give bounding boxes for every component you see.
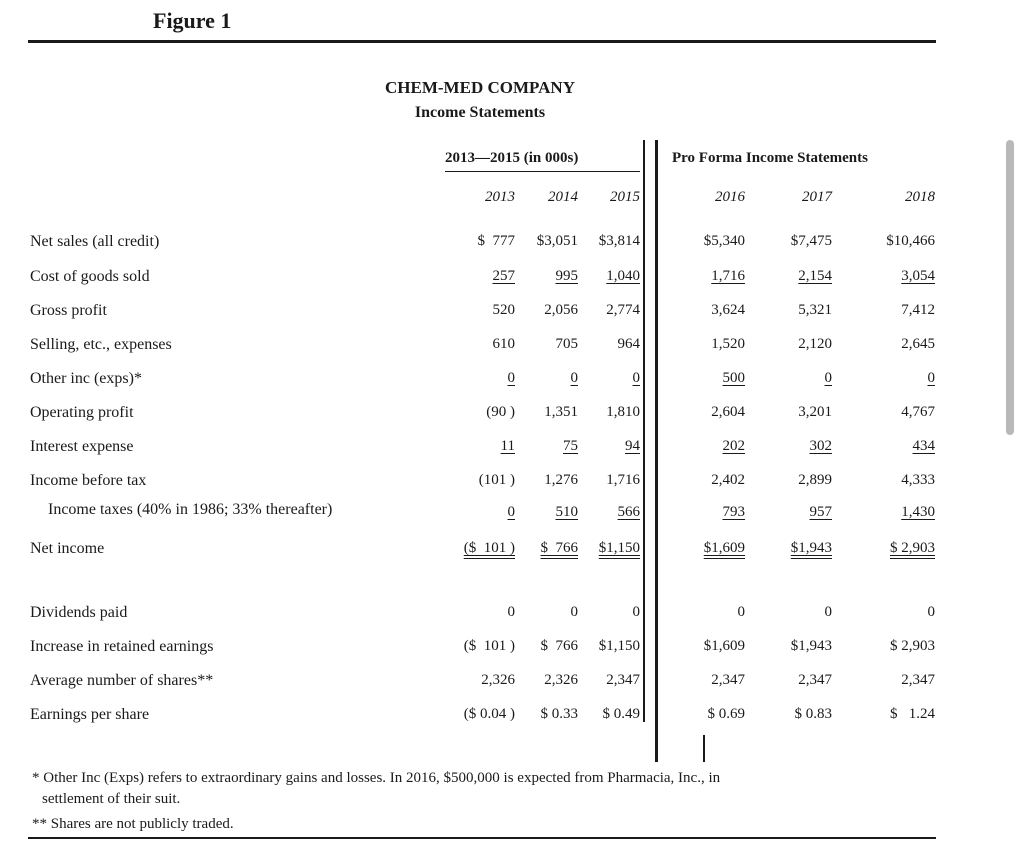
footnote-other-income-cont: settlement of their suit. — [42, 791, 181, 807]
table-cell: $ 766 — [540, 638, 578, 654]
year-header-2018: 2018 — [905, 189, 935, 205]
table-cell: 566 — [617, 504, 640, 520]
row-label: Earnings per share — [30, 706, 150, 723]
table-cell: 2,604 — [711, 404, 745, 420]
table-cell: 0 — [632, 370, 640, 386]
table-cell: 0 — [824, 604, 832, 620]
table-cell: 302 — [809, 438, 832, 454]
table-cell: 0 — [570, 370, 578, 386]
table-cell: 610 — [492, 336, 515, 352]
table-cell: 2,347 — [901, 672, 935, 688]
row-label: Net income — [30, 540, 105, 557]
table-cell: $10,466 — [886, 233, 935, 249]
table-cell: 1,716 — [711, 268, 745, 284]
table-cell: 0 — [507, 604, 515, 620]
table-cell: 3,054 — [901, 268, 935, 284]
table-cell: $1,943 — [790, 638, 832, 654]
row-label: Operating profit — [30, 404, 134, 421]
row-label: Cost of goods sold — [30, 268, 150, 285]
table-cell: (90 ) — [486, 404, 515, 420]
year-header-2017: 2017 — [802, 189, 832, 205]
table-cell: 1,810 — [606, 404, 640, 420]
table-cell: 4,767 — [901, 404, 935, 420]
table-cell: 2,056 — [544, 302, 578, 318]
statement-title: Income Statements — [414, 104, 546, 121]
table-cell: 257 — [492, 268, 515, 284]
table-cell: 1,716 — [606, 472, 640, 488]
table-cell: $ 777 — [477, 233, 515, 249]
row-label: Dividends paid — [30, 604, 128, 621]
table-cell: 434 — [912, 438, 935, 454]
table-cell: 7,412 — [901, 302, 935, 318]
historical-group-header: 2013—2015 (in 000s) — [445, 150, 579, 166]
year-header-2013: 2013 — [485, 189, 515, 205]
table-cell: $1,609 — [703, 540, 745, 556]
row-label: Income before tax — [30, 472, 147, 489]
table-cell: ($ 0.04 ) — [463, 706, 515, 722]
table-cell: 1,430 — [901, 504, 935, 520]
table-cell: 1,351 — [544, 404, 578, 420]
table-cell: $ 0.49 — [602, 706, 640, 722]
bottom-rule — [28, 837, 936, 839]
table-cell: 0 — [737, 604, 745, 620]
figure-label: Figure 1 — [153, 8, 232, 33]
row-label: Other inc (exps)* — [30, 370, 142, 387]
table-cell: $7,475 — [790, 233, 832, 249]
table-cell: $ 2,903 — [890, 540, 935, 556]
row-label: Net sales (all credit) — [30, 233, 160, 250]
table-cell: 705 — [555, 336, 578, 352]
table-cell: 4,333 — [901, 472, 935, 488]
table-cell: $1,609 — [703, 638, 745, 654]
row-label: Increase in retained earnings — [30, 638, 214, 655]
row-label: Average number of shares** — [30, 672, 214, 689]
table-cell: ($ 101 ) — [463, 540, 515, 556]
table-cell: 500 — [722, 370, 745, 386]
table-cell: 2,899 — [798, 472, 832, 488]
historical-group-rule — [445, 171, 640, 172]
table-cell: 2,120 — [798, 336, 832, 352]
table-cell: $1,943 — [790, 540, 832, 556]
table-cell: $ 0.83 — [794, 706, 832, 722]
table-cell: 957 — [809, 504, 832, 520]
table-cell: 0 — [927, 604, 935, 620]
table-cell: $1,150 — [598, 540, 640, 556]
column-divider-tick — [703, 735, 705, 762]
table-cell: 5,321 — [798, 302, 832, 318]
table-cell: 964 — [617, 336, 640, 352]
top-rule — [28, 40, 936, 43]
table-cell: 0 — [927, 370, 935, 386]
table-cell: 94 — [625, 438, 640, 454]
table-cell: 0 — [824, 370, 832, 386]
table-cell: 2,326 — [481, 672, 515, 688]
table-cell: $ 0.69 — [707, 706, 745, 722]
table-cell: 1,520 — [711, 336, 745, 352]
table-cell: 0 — [507, 370, 515, 386]
company-name: CHEM-MED COMPANY — [385, 78, 575, 97]
year-header-2016: 2016 — [715, 189, 745, 205]
table-cell: 1,040 — [606, 268, 640, 284]
table-cell: 995 — [555, 268, 578, 284]
table-cell: 2,774 — [606, 302, 640, 318]
year-header-2015: 2015 — [610, 189, 640, 205]
footnote-shares: ** Shares are not publicly traded. — [32, 816, 234, 832]
table-cell: ($ 101 ) — [463, 638, 515, 654]
row-label: Interest expense — [30, 438, 134, 455]
table-cell: 3,201 — [798, 404, 832, 420]
table-cell: 2,347 — [606, 672, 640, 688]
table-cell: 0 — [507, 504, 515, 520]
table-cell: 2,154 — [798, 268, 832, 284]
table-cell: 2,347 — [798, 672, 832, 688]
row-label: Income taxes (40% in 1986; 33% thereafter) — [48, 501, 333, 518]
table-cell: 1,276 — [544, 472, 578, 488]
table-cell: 2,402 — [711, 472, 745, 488]
row-label: Selling, etc., expenses — [30, 336, 172, 353]
table-cell: 2,326 — [544, 672, 578, 688]
table-cell: $3,814 — [598, 233, 640, 249]
row-label: Gross profit — [30, 302, 107, 319]
proforma-group-header: Pro Forma Income Statements — [672, 150, 868, 166]
table-cell: $ 2,903 — [890, 638, 935, 654]
table-cell: $ 1.24 — [890, 706, 935, 722]
table-cell: 0 — [570, 604, 578, 620]
table-cell: 75 — [563, 438, 578, 454]
vertical-scrollbar[interactable] — [1006, 140, 1014, 435]
table-cell: $ 766 — [540, 540, 578, 556]
footnote-other-income: * Other Inc (Exps) refers to extraordinary gains and losses. In 2016, $500,000 is expected from Pharmacia, Inc., in — [32, 770, 721, 786]
table-cell: $5,340 — [703, 233, 745, 249]
table-cell: (101 ) — [478, 472, 515, 488]
table-cell: 3,624 — [711, 302, 745, 318]
table-cell: 793 — [722, 504, 745, 520]
table-cell: $3,051 — [536, 233, 578, 249]
table-cell: $ 0.33 — [540, 706, 578, 722]
table-cell: 520 — [492, 302, 515, 318]
year-header-2014: 2014 — [548, 189, 578, 205]
table-cell: 0 — [632, 604, 640, 620]
column-divider-left — [643, 140, 645, 722]
table-cell: 2,645 — [901, 336, 935, 352]
table-cell: 510 — [555, 504, 578, 520]
table-cell: 202 — [722, 438, 745, 454]
table-cell: 2,347 — [711, 672, 745, 688]
table-cell: 11 — [500, 438, 515, 454]
table-cell: $1,150 — [598, 638, 640, 654]
